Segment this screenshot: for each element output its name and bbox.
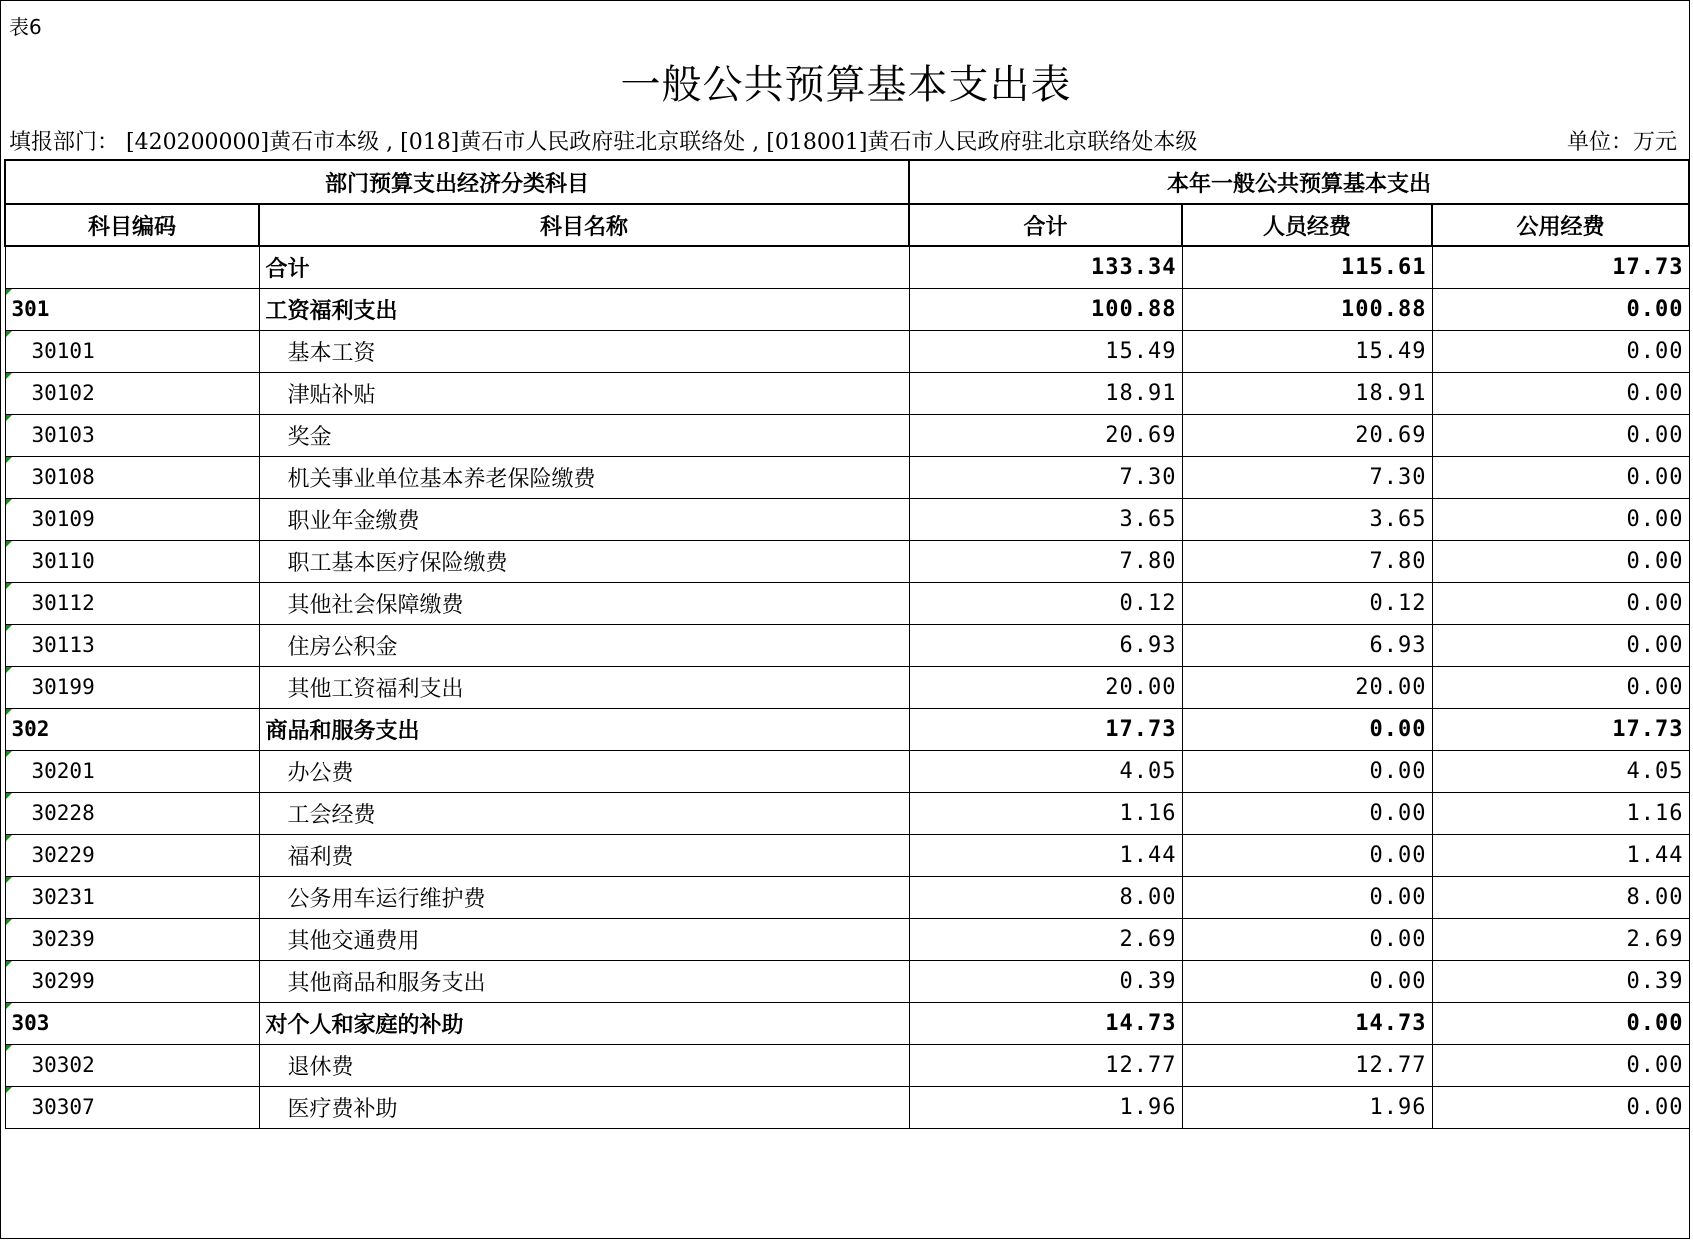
cell-marker-icon: [6, 625, 12, 631]
cell-marker-icon: [6, 331, 12, 337]
table-row: [5, 582, 1689, 624]
table-row-category: [5, 708, 1689, 750]
cell-personnel: 20.69: [1182, 414, 1432, 456]
cell-personnel: 3.65: [1182, 498, 1432, 540]
cell-personnel: 0.12: [1182, 582, 1432, 624]
cell-total: 18.91: [909, 372, 1182, 414]
cell-name: 职工基本医疗保险缴费: [259, 540, 909, 582]
col-header-code: 科目编码: [5, 204, 259, 246]
cell-name: 公务用车运行维护费: [259, 876, 909, 918]
cell-total: 4.05: [909, 750, 1182, 792]
cell-marker-icon: [6, 1087, 12, 1093]
cell-public: 0.39: [1432, 960, 1689, 1002]
table-row: [5, 666, 1689, 708]
cell-marker-icon: [6, 415, 12, 421]
cell-code: 30108: [5, 456, 259, 498]
cell-personnel: 0.00: [1182, 792, 1432, 834]
cell-name: 退休费: [259, 1044, 909, 1086]
cell-code: 303: [5, 1002, 259, 1044]
cell-personnel: 7.80: [1182, 540, 1432, 582]
table-row: [5, 372, 1689, 414]
cell-marker-icon: [6, 751, 12, 757]
table-row: [5, 414, 1689, 456]
cell-total: 1.16: [909, 792, 1182, 834]
cell-total: 2.69: [909, 918, 1182, 960]
table-row: [5, 960, 1689, 1002]
cell-total: 133.34: [909, 246, 1182, 288]
cell-name: 机关事业单位基本养老保险缴费: [259, 456, 909, 498]
cell-marker-icon: [6, 289, 12, 295]
cell-marker-icon: [6, 877, 12, 883]
table-row: [5, 330, 1689, 372]
cell-total: 15.49: [909, 330, 1182, 372]
cell-code: [5, 246, 259, 288]
cell-personnel: 0.00: [1182, 918, 1432, 960]
cell-name: 其他工资福利支出: [259, 666, 909, 708]
cell-code: 30102: [5, 372, 259, 414]
cell-name: 其他交通费用: [259, 918, 909, 960]
report-meta: [9, 125, 1677, 155]
table-row: [5, 792, 1689, 834]
cell-code: 30199: [5, 666, 259, 708]
table-row: [5, 624, 1689, 666]
cell-public: 0.00: [1432, 582, 1689, 624]
cell-marker-icon: [6, 583, 12, 589]
cell-total: 20.69: [909, 414, 1182, 456]
cell-code: 30103: [5, 414, 259, 456]
cell-marker-icon: [6, 793, 12, 799]
cell-total: 6.93: [909, 624, 1182, 666]
cell-name: 医疗费补助: [259, 1086, 909, 1128]
cell-marker-icon: [6, 961, 12, 967]
cell-marker-icon: [6, 457, 12, 463]
cell-code: 301: [5, 288, 259, 330]
table-row: [5, 540, 1689, 582]
cell-code: 302: [5, 708, 259, 750]
cell-personnel: 12.77: [1182, 1044, 1432, 1086]
cell-code: 30113: [5, 624, 259, 666]
cell-public: 0.00: [1432, 1044, 1689, 1086]
cell-name: 办公费: [259, 750, 909, 792]
cell-code: 30302: [5, 1044, 259, 1086]
table-row: [5, 876, 1689, 918]
cell-total: 0.39: [909, 960, 1182, 1002]
table-row: [5, 1044, 1689, 1086]
cell-personnel: 15.49: [1182, 330, 1432, 372]
budget-table: [4, 159, 1690, 1129]
cell-personnel: 0.00: [1182, 960, 1432, 1002]
cell-marker-icon: [6, 1003, 12, 1009]
cell-public: 0.00: [1432, 1002, 1689, 1044]
cell-code: 30112: [5, 582, 259, 624]
cell-public: 0.00: [1432, 498, 1689, 540]
cell-public: 0.00: [1432, 540, 1689, 582]
cell-public: 0.00: [1432, 1086, 1689, 1128]
cell-name: 基本工资: [259, 330, 909, 372]
cell-code: 30231: [5, 876, 259, 918]
cell-public: 0.00: [1432, 624, 1689, 666]
cell-name: 福利费: [259, 834, 909, 876]
group-header-left: 部门预算支出经济分类科目: [5, 160, 909, 204]
cell-marker-icon: [6, 373, 12, 379]
cell-total: 100.88: [909, 288, 1182, 330]
cell-total: 3.65: [909, 498, 1182, 540]
cell-code: 30229: [5, 834, 259, 876]
cell-total: 0.12: [909, 582, 1182, 624]
cell-personnel: 115.61: [1182, 246, 1432, 288]
table-row-category: [5, 288, 1689, 330]
cell-name: 其他社会保障缴费: [259, 582, 909, 624]
cell-code: 30109: [5, 498, 259, 540]
cell-marker-icon: [6, 1045, 12, 1051]
cell-public: 1.44: [1432, 834, 1689, 876]
table-row: [5, 498, 1689, 540]
cell-total: 8.00: [909, 876, 1182, 918]
table-row-total: [5, 246, 1689, 288]
cell-marker-icon: [6, 541, 12, 547]
cell-public: 4.05: [1432, 750, 1689, 792]
col-header-name: 科目名称: [259, 204, 909, 246]
cell-marker-icon: [6, 709, 12, 715]
cell-name: 商品和服务支出: [259, 708, 909, 750]
cell-marker-icon: [6, 919, 12, 925]
cell-total: 14.73: [909, 1002, 1182, 1044]
cell-personnel: 0.00: [1182, 750, 1432, 792]
cell-total: 20.00: [909, 666, 1182, 708]
cell-name: 奖金: [259, 414, 909, 456]
table-row: [5, 918, 1689, 960]
cell-code: 30228: [5, 792, 259, 834]
cell-public: 0.00: [1432, 372, 1689, 414]
group-header-right: 本年一般公共预算基本支出: [909, 160, 1689, 204]
unit-label: 单位：万元: [1566, 129, 1677, 155]
cell-personnel: 0.00: [1182, 876, 1432, 918]
cell-marker-icon: [6, 835, 12, 841]
table-header-group-row: [5, 160, 1689, 204]
cell-code: 30239: [5, 918, 259, 960]
table-header-row: [5, 204, 1689, 246]
cell-code: 30101: [5, 330, 259, 372]
table-row: [5, 750, 1689, 792]
col-header-personnel: 人员经费: [1182, 204, 1432, 246]
cell-total: 17.73: [909, 708, 1182, 750]
cell-public: 0.00: [1432, 414, 1689, 456]
cell-total: 1.96: [909, 1086, 1182, 1128]
cell-public: 2.69: [1432, 918, 1689, 960]
cell-name: 其他商品和服务支出: [259, 960, 909, 1002]
cell-personnel: 18.91: [1182, 372, 1432, 414]
cell-name: 职业年金缴费: [259, 498, 909, 540]
cell-personnel: 7.30: [1182, 456, 1432, 498]
reporting-department: 填报部门： [420200000]黄石市本级 , [018]黄石市人民政府驻北京联络处 , [018001]黄石市人民政府驻北京联络处本级: [9, 129, 1198, 155]
cell-marker-icon: [6, 499, 12, 505]
cell-code: 30307: [5, 1086, 259, 1128]
cell-personnel: 14.73: [1182, 1002, 1432, 1044]
cell-name: 津贴补贴: [259, 372, 909, 414]
cell-code: 30299: [5, 960, 259, 1002]
cell-name: 工会经费: [259, 792, 909, 834]
table-row: [5, 834, 1689, 876]
cell-public: 0.00: [1432, 288, 1689, 330]
cell-code: 30110: [5, 540, 259, 582]
cell-public: 8.00: [1432, 876, 1689, 918]
col-header-public: 公用经费: [1432, 204, 1689, 246]
cell-public: 1.16: [1432, 792, 1689, 834]
cell-name: 工资福利支出: [259, 288, 909, 330]
table-row: [5, 1086, 1689, 1128]
cell-personnel: 0.00: [1182, 708, 1432, 750]
cell-total: 12.77: [909, 1044, 1182, 1086]
cell-public: 17.73: [1432, 708, 1689, 750]
cell-personnel: 6.93: [1182, 624, 1432, 666]
table-number: 表6: [9, 15, 42, 39]
cell-total: 7.30: [909, 456, 1182, 498]
cell-public: 0.00: [1432, 666, 1689, 708]
table-row: [5, 456, 1689, 498]
cell-name: 对个人和家庭的补助: [259, 1002, 909, 1044]
cell-public: 0.00: [1432, 330, 1689, 372]
cell-marker-icon: [6, 667, 12, 673]
col-header-total: 合计: [909, 204, 1182, 246]
page-title: 一般公共预算基本支出表: [620, 62, 1072, 108]
cell-total: 1.44: [909, 834, 1182, 876]
cell-public: 17.73: [1432, 246, 1689, 288]
cell-personnel: 1.96: [1182, 1086, 1432, 1128]
cell-name: 合计: [259, 246, 909, 288]
cell-code: 30201: [5, 750, 259, 792]
cell-public: 0.00: [1432, 456, 1689, 498]
cell-personnel: 0.00: [1182, 834, 1432, 876]
cell-name: 住房公积金: [259, 624, 909, 666]
cell-personnel: 20.00: [1182, 666, 1432, 708]
table-row-category: [5, 1002, 1689, 1044]
cell-total: 7.80: [909, 540, 1182, 582]
cell-personnel: 100.88: [1182, 288, 1432, 330]
